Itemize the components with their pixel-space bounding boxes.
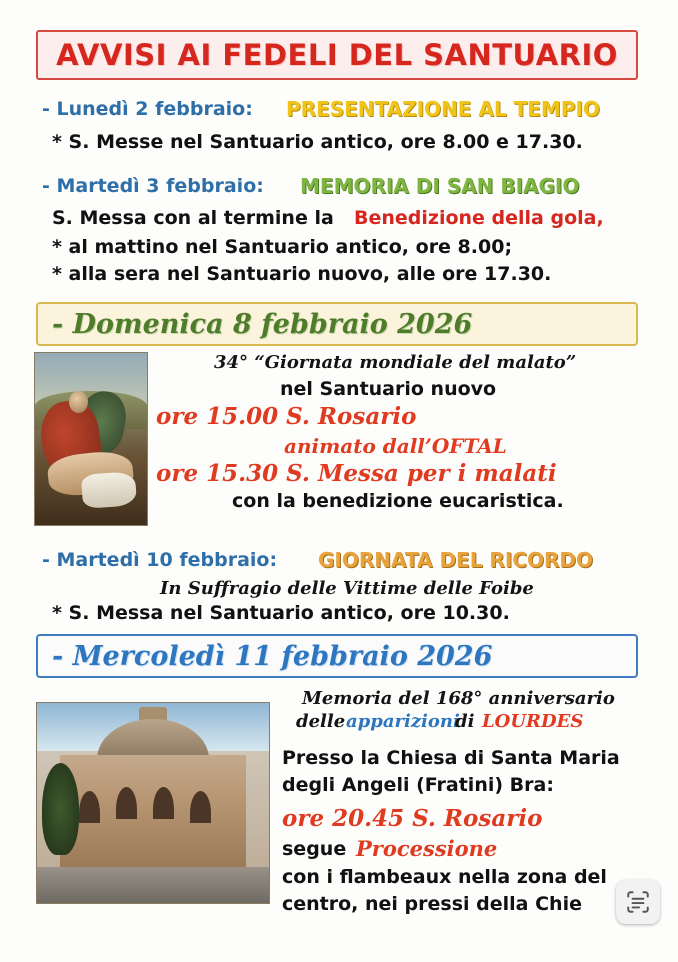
wednesday-line-6-processione: Processione — [356, 836, 498, 861]
wednesday-line-3: Presso la Chiesa di Santa Maria — [282, 747, 620, 769]
church-photo — [36, 702, 270, 904]
sunday-line-3: ore 15.00 S. Rosario — [156, 403, 417, 430]
wednesday-line-7: con i flambeaux nella zona del — [282, 866, 607, 888]
event-2-detail-1: * al mattino nel Santuario antico, ore 8.00; — [52, 236, 513, 258]
sunday-line-2: nel Santuario nuovo — [280, 378, 497, 400]
wednesday-line-6-prefix: segue — [282, 838, 347, 860]
wednesday-line-5: ore 20.45 S. Rosario — [282, 805, 543, 832]
sunday-line-4: animato dall’OFTAL — [284, 434, 507, 458]
page-title-text: AVVISI AI FEDELI DEL SANTUARIO — [56, 38, 618, 72]
wednesday-line-1: Memoria del 168° anniversario — [302, 688, 615, 709]
sunday-line-1: 34° “Giornata mondiale del malato” — [214, 352, 577, 373]
scan-text-icon[interactable] — [616, 880, 660, 924]
wednesday-line-2-apparizioni: apparizioni — [346, 711, 460, 732]
sunday-banner — [36, 302, 638, 346]
pieta-painting — [34, 352, 148, 526]
tuesday-line-1: In Suffragio delle Vittime delle Foibe — [160, 578, 534, 599]
sunday-line-5: ore 15.30 S. Messa per i malati — [156, 460, 557, 487]
event-1-day-label: - Lunedì 2 febbraio: — [42, 98, 253, 120]
event-2-day-label: - Martedì 3 febbraio: — [42, 175, 264, 197]
wednesday-line-2-di: di — [455, 711, 475, 732]
page-title — [36, 30, 638, 80]
wednesday-banner-text: - Mercoledì 11 febbraio 2026 — [52, 640, 493, 672]
event-2-line-a-highlight: Benedizione della gola, — [354, 207, 604, 229]
wednesday-banner — [36, 634, 638, 678]
sunday-line-6: con la benedizione eucaristica. — [232, 490, 564, 512]
tuesday-day-title: GIORNATA DEL RICORDO — [318, 548, 593, 572]
wednesday-line-2-prefix: delle — [296, 711, 346, 732]
event-1-day-title: PRESENTAZIONE AL TEMPIO — [286, 97, 600, 121]
sunday-banner-text: - Domenica 8 febbraio 2026 — [52, 308, 473, 340]
wednesday-line-8: centro, nei pressi della Chie — [282, 893, 582, 915]
wednesday-line-2-lourdes: LOURDES — [482, 711, 584, 732]
scan-text-icon-glyph — [625, 889, 651, 915]
event-2-line-a-prefix: S. Messa con al termine la — [52, 207, 334, 229]
event-1-detail-1: * S. Messe nel Santuario antico, ore 8.00 e 17.30. — [52, 131, 583, 153]
tuesday-day-label: - Martedì 10 febbraio: — [42, 549, 278, 571]
tuesday-line-2: * S. Messa nel Santuario antico, ore 10.30. — [52, 602, 510, 624]
wednesday-line-4: degli Angeli (Fratini) Bra: — [282, 774, 554, 796]
event-2-detail-2: * alla sera nel Santuario nuovo, alle ore 17.30. — [52, 263, 552, 285]
event-2-day-title: MEMORIA DI SAN BIAGIO — [300, 174, 580, 198]
